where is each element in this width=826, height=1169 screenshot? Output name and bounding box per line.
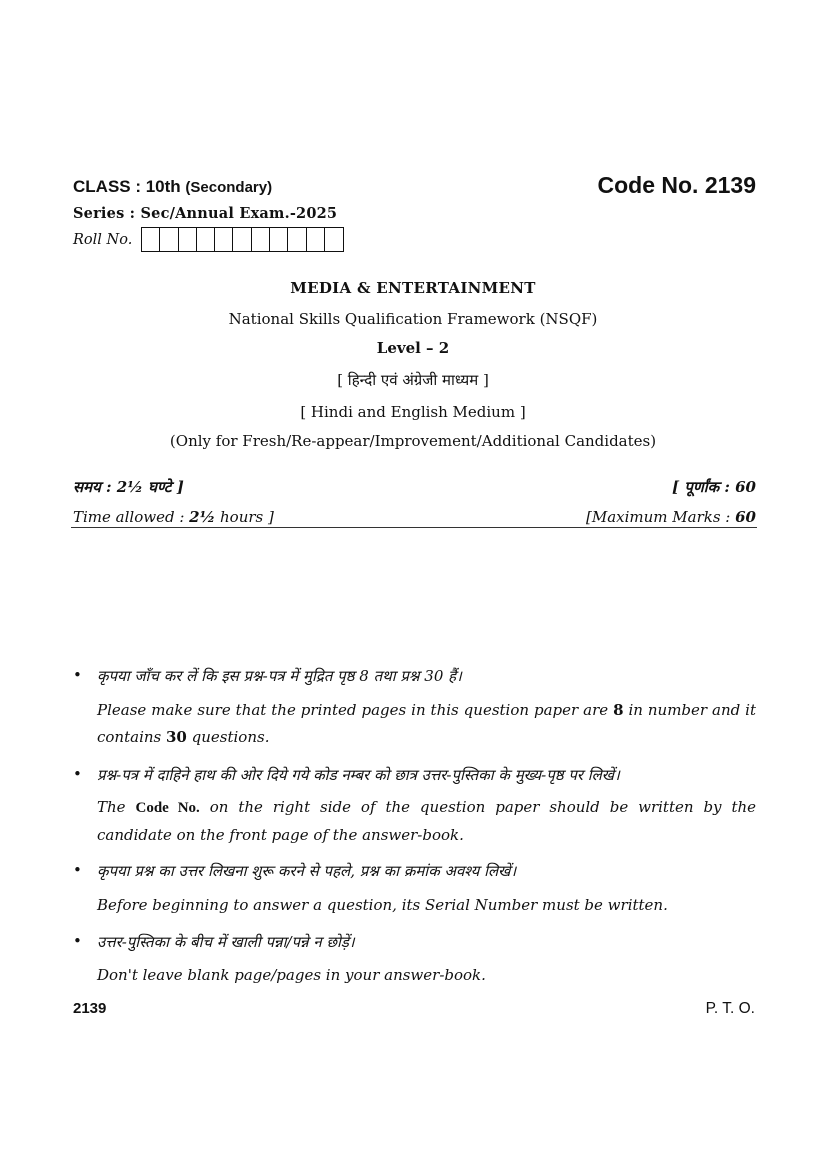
instruction-4-hindi: उत्तर-पुस्तिका के बीच में खाली पन्ना/पन्ने न छोड़ें। (97, 933, 355, 951)
time-marks-hindi (73, 477, 756, 497)
bullet-icon: • (73, 861, 82, 879)
instruction-1-pages: 8 (613, 701, 624, 719)
time-allowed-unit: hours ] (215, 508, 274, 526)
bullet-icon: • (73, 765, 82, 783)
marks-hindi: [ पूर्णांक : 60 (672, 478, 756, 496)
class-value: CLASS : 10th (73, 177, 181, 196)
roll-box[interactable] (252, 228, 270, 251)
maximum-marks-value: 60 (735, 508, 756, 526)
time-hindi: समय : 2½ घण्टे ] (73, 478, 184, 496)
instruction-1-hindi: कृपया जाँच कर लें कि इस प्रश्न-पत्र में मुद्रित पृष्ठ 8 तथा प्रश्न 30 हैं। (97, 667, 462, 685)
instruction-4-english: Don't leave blank page/pages in your answer-book. (97, 966, 486, 984)
roll-number-label: Roll No. (73, 232, 133, 248)
bullet-icon: • (73, 666, 82, 684)
code-number: Code No. 2139 (597, 172, 756, 198)
roll-box[interactable] (270, 228, 288, 251)
instruction-2-text-b: on the right side of the question paper should be written by the candidate on the front page of the answer-book. (97, 798, 757, 844)
instruction-2-text-a: The (97, 798, 136, 816)
maximum-marks-label: [Maximum Marks : (585, 508, 736, 526)
class-label (73, 177, 272, 197)
medium-english: [ Hindi and English Medium ] (300, 403, 526, 421)
bullet-icon: • (73, 932, 82, 950)
time-allowed-value: 2½ (189, 508, 216, 526)
instruction-2-code: Code No. (135, 800, 200, 816)
roll-box[interactable] (179, 228, 197, 251)
level-label: Level – 2 (376, 339, 450, 357)
instruction-1-english (97, 697, 756, 751)
roll-box[interactable] (215, 228, 233, 251)
roll-box[interactable] (233, 228, 251, 251)
class-sub: (Secondary) (185, 179, 273, 196)
maximum-marks (586, 508, 756, 526)
medium-hindi: [ हिन्दी एवं अंग्रेजी माध्यम ] (337, 371, 489, 389)
roll-box[interactable] (325, 228, 343, 251)
instruction-3-hindi: कृपया प्रश्न का उत्तर लिखना शुरू करने से पहले, प्रश्न का क्रमांक अवश्य लिखें। (97, 862, 517, 880)
instruction-1-text-b: in number and it contains (97, 701, 756, 746)
time-marks-english (73, 508, 756, 526)
roll-box[interactable] (307, 228, 325, 251)
instruction-3-english: Before beginning to answer a question, its Serial Number must be written. (97, 896, 668, 914)
roll-box[interactable] (160, 228, 178, 251)
time-allowed-label: Time allowed : (73, 508, 190, 526)
instruction-1-text-a: Please make sure that the printed pages in this question paper are (97, 701, 614, 719)
roll-box[interactable] (142, 228, 160, 251)
footer-code: 2139 (73, 1000, 107, 1017)
instruction-2-hindi: प्रश्न-पत्र में दाहिने हाथ की ओर दिये गये कोड नम्बर को छात्र उत्तर-पुस्तिका के मुख्य-पृष्ठ पर लिखें। (97, 766, 620, 784)
series-label: Series : Sec/Annual Exam.-2025 (73, 205, 338, 222)
divider-line (71, 527, 757, 528)
framework-label: National Skills Qualification Framework (NSQF) (228, 310, 598, 328)
instruction-1-questions: 30 (166, 728, 187, 746)
subject-title: MEDIA & ENTERTAINMENT (290, 279, 536, 297)
time-allowed (73, 508, 274, 526)
page-turn-over: P. T. O. (705, 1000, 755, 1017)
roll-box[interactable] (197, 228, 215, 251)
instruction-2-english (97, 794, 756, 849)
roll-box[interactable] (288, 228, 306, 251)
roll-number-boxes[interactable] (141, 227, 344, 252)
candidates-note: (Only for Fresh/Re-appear/Improvement/Additional Candidates) (169, 432, 657, 450)
instruction-1-text-c: questions. (186, 728, 270, 746)
